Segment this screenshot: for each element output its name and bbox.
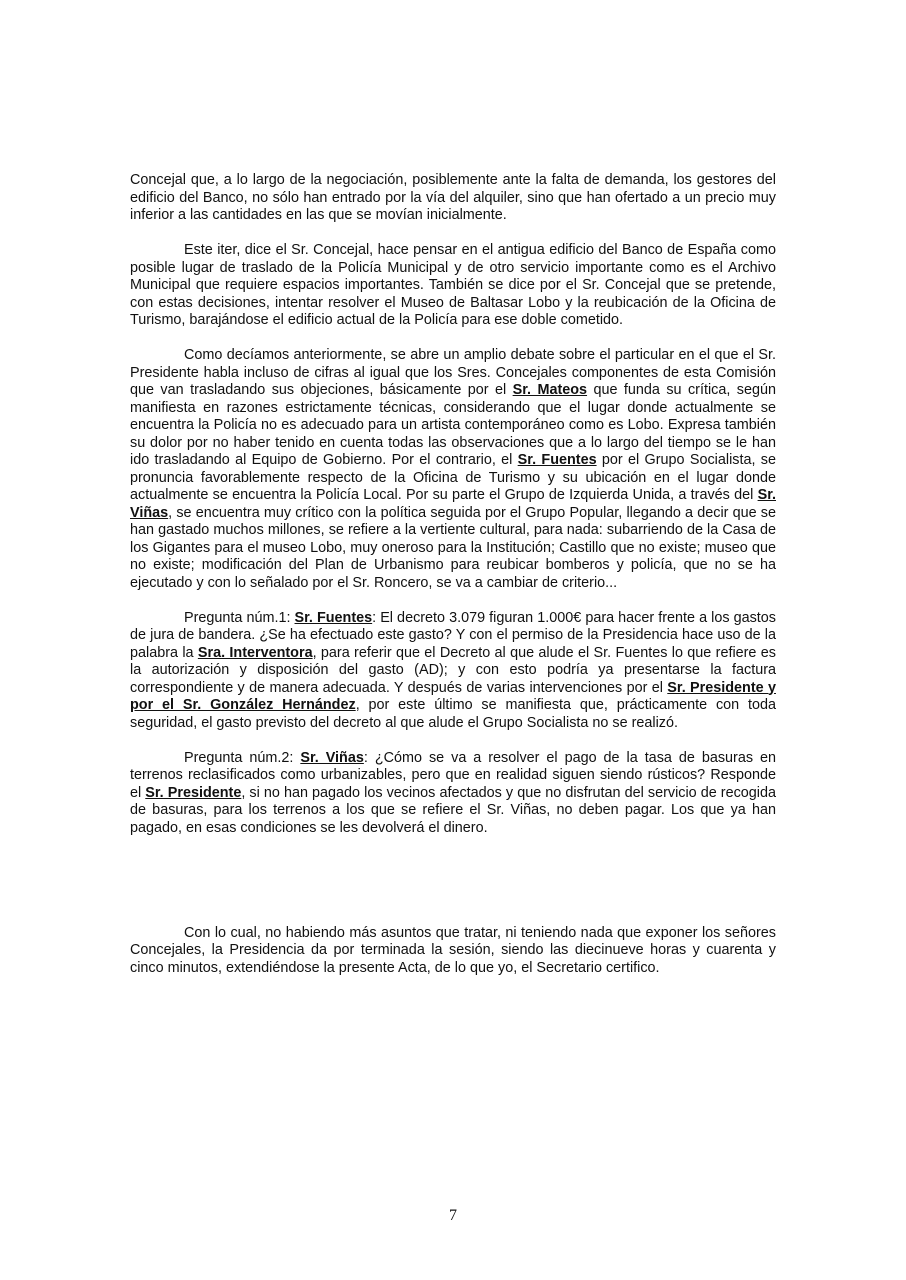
paragraph-negotiation (130, 172, 776, 225)
paragraph-question-1 (130, 610, 776, 733)
paragraph-text: , para referir que el Decreto al que alude el Sr. Fuentes lo que refiere es la autorización y disposición del gasto (AD); y con esto podría ya presentarse la factura correspondiente y de manera adecuada. Y después de varias intervenciones por el (130, 644, 776, 696)
document-body (130, 172, 776, 977)
paragraph-text: Este iter, dice el Sr. Concejal, hace pensar en el antigua edificio del Banco de España como posible lugar de traslado de la Policía Municipal y de otro servicio importante como es el Archivo Municipal que requiere espacios importantes. También se dice por el Sr. Concejal que se pretende, con estas decisiones, intentar resolver el Museo de Baltasar Lobo y la reubicación de la Oficina de Turismo, barajándose el edificio actual de la Policía para ese doble cometido. (130, 242, 776, 328)
paragraph-text: que funda su crítica, según manifiesta en razones estrictamente técnicas, considerando que el lugar donde actualmente se encuentra la Policía no es adecuado para un artista contemporáneo como es Lobo. Expresa también su dolor por no haber tenido en cuenta todas las observaciones que a lo largo del tiempo se le han ido trasladando al Equipo de Gobierno. Por el contrario, el (130, 382, 776, 468)
speaker-name: Sra. Interventora (197, 644, 313, 661)
speaker-name: Sr. Fuentes (517, 452, 597, 468)
paragraph-text: , se encuentra muy crítico con la política seguida por el Grupo Popular, llegando a decir que se han gastado muchos millones, se refiere a la vertiente cultural, para nada: subarriendo de la Casa de los Gigantes para el museo Lobo, muy oneroso para la Institución; Castillo que no existe; museo que no existe; modificación del Plan de Urbanismo para reubicar bomberos y policía, que no se ha ejecutado y con lo señalado por el Sr. Roncero, se va a cambiar de criterio... (130, 504, 776, 591)
speaker-name: Sr. Viñas (300, 749, 364, 766)
speaker-name: Sr. Presidente y por el Sr. González Hernández (130, 679, 776, 713)
paragraph-debate (130, 347, 776, 592)
paragraph-text: Con lo cual, no habiendo más asuntos que tratar, ni teniendo nada que exponer los señores Concejales, la Presidencia da por terminada la sesión, siendo las diecinueve horas y cuarenta y cinco minutos, extendiéndose la presente Acta, de lo que yo, el Secretario certifico. (130, 924, 776, 976)
speaker-name: Sr. Mateos (512, 382, 588, 398)
paragraph-bank-building (130, 242, 776, 330)
paragraph-text: , si no han pagado los vecinos afectados y que no disfrutan del servicio de recogida de basuras, para los terrenos a los que se refiere el Sr. Viñas, no deben pagar. Los que ya han pagado, en esas condiciones se les devolverá el dinero. (130, 784, 777, 836)
speaker-name: Sr. Fuentes (294, 609, 373, 626)
paragraph-text: : ¿Cómo se va a resolver el pago de la tasa de basuras en terrenos reclasificados como urbanizables, pero que en realidad siguen siendo rústicos? Responde el (130, 749, 776, 801)
page-number: 7 (449, 1207, 457, 1224)
speaker-name: Sr. Viñas (130, 487, 776, 521)
paragraph-closing (130, 925, 776, 978)
speaker-name: Sr. Presidente (145, 784, 242, 801)
paragraph-text: Pregunta núm.2: (184, 749, 301, 766)
paragraph-text: por el Grupo Socialista, se pronuncia favorablemente respecto de la Oficina de Turismo y su ubicación en el lugar donde actualmente se encuentra la Policía Local. Por su parte el Grupo de Izquierda Unida, a través del (130, 452, 776, 503)
paragraph-text: Concejal que, a lo largo de la negociación, posiblemente ante la falta de demanda, los gestores del edificio del Banco, no sólo han entrado por la vía del alquiler, sino que han ofertado a un precio muy inferior a las cantidades en las que se movían inicialmente. (130, 172, 776, 223)
paragraph-text: Como decíamos anteriormente, se abre un amplio debate sobre el particular en el que el Sr. Presidente habla incluso de cifras al igual que los Sres. Concejales componentes de esta Comisión que van trasladando sus objeciones, básicamente por el (130, 347, 776, 398)
paragraph-text: Pregunta núm.1: (184, 609, 295, 626)
blank-space (130, 855, 776, 925)
paragraph-question-2 (130, 750, 776, 838)
paragraph-text: , por este último se manifiesta que, prácticamente con toda seguridad, el gasto previsto del decreto al que alude el Grupo Socialista no se realizó. (130, 697, 776, 731)
paragraph-text: : El decreto 3.079 figuran 1.000€ para hacer frente a los gastos de jura de bandera. ¿Se ha efectuado este gasto? Y con el permiso de la Presidencia hace uso de la palabra la (130, 609, 776, 661)
